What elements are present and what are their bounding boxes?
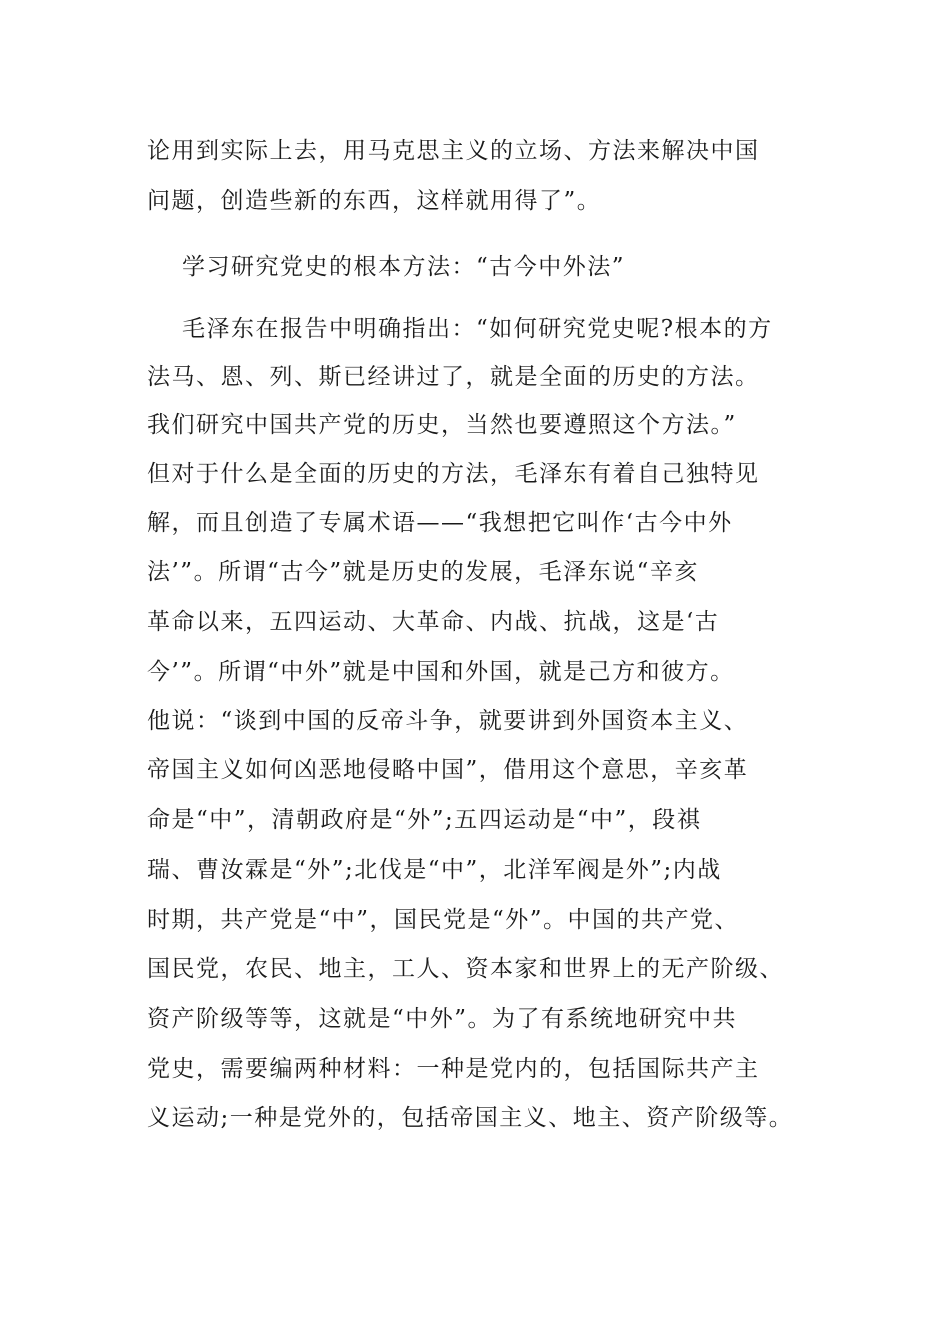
- text-line: 法’”。所谓“古今”就是历史的发展，毛泽东说“辛亥: [147, 559, 699, 585]
- text-line: 解，而且创造了专属术语——“我想把它叫作‘古今中外: [147, 510, 733, 536]
- text-line: 瑞、曹汝霖是“外”;北伐是“中”，北洋军阀是外”;内战: [147, 857, 722, 883]
- text-line: 党史，需要编两种材料：一种是党内的，包括国际共产主: [147, 1056, 760, 1082]
- text-line: 今’”。所谓“中外”就是中国和外国，就是己方和彼方。: [147, 659, 735, 685]
- text-line: 国民党，农民、地主，工人、资本家和世界上的无产阶级、: [147, 956, 784, 982]
- text-line: 革命以来，五四运动、大革命、内战、抗战，这是‘古: [147, 609, 720, 635]
- text-line: 法马、恩、列、斯已经讲过了，就是全面的历史的方法。: [147, 364, 760, 390]
- text-line: 他说：“谈到中国的反帝斗争，就要讲到外国资本主义、: [147, 708, 749, 734]
- text-line: 论用到实际上去，用马克思主义的立场、方法来解决中国: [147, 138, 760, 164]
- text-line: 问题，创造些新的东西，这样就用得了”。: [147, 188, 602, 214]
- text-line: 义运动;一种是党外的，包括帝国主义、地主、资产阶级等。: [147, 1105, 794, 1131]
- text-line: 我们研究中国共产党的历史，当然也要遵照这个方法。”: [147, 412, 737, 438]
- text-line: 毛泽东在报告中明确指出：“如何研究党史呢?根本的方: [182, 316, 773, 342]
- text-line: 但对于什么是全面的历史的方法，毛泽东有着自己独特见: [147, 461, 760, 487]
- text-line: 时期，共产党是“中”，国民党是“外”。中国的共产党、: [147, 907, 740, 933]
- section-heading: 学习研究党史的根本方法：“古今中外法”: [182, 254, 626, 280]
- text-line: 帝国主义如何凶恶地侵略中国”，借用这个意思，辛亥革: [147, 757, 749, 783]
- text-line: 命是“中”，清朝政府是“外”;五四运动是“中”，段祺: [147, 807, 702, 833]
- text-line: 资产阶级等等，这就是“中外”。为了有系统地研究中共: [147, 1006, 738, 1032]
